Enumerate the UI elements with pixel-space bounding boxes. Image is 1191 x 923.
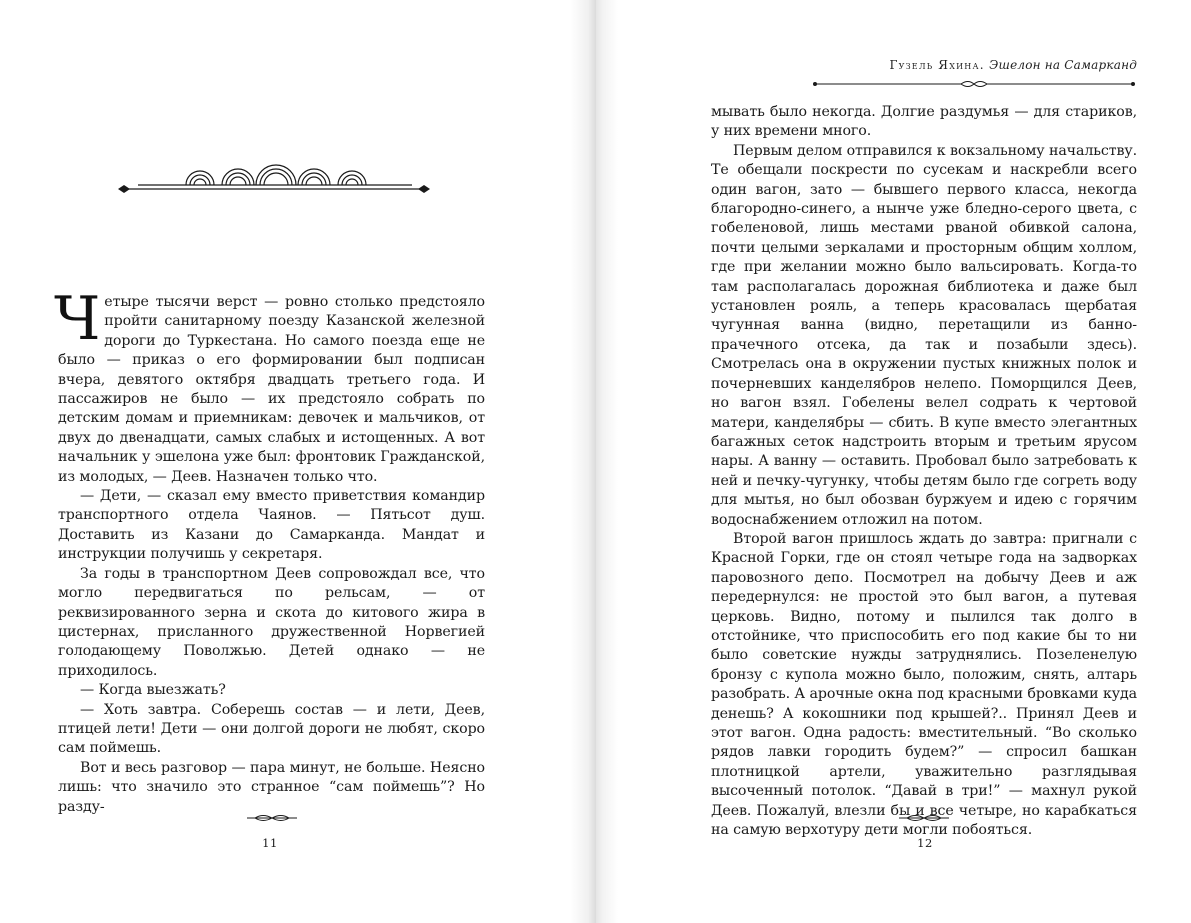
paragraph-5: — Хоть завтра. Соберешь состав — и лети, Деев, птицей лети! Дети — они долгой дороги не любят, скоро сам поймешь. — [58, 701, 485, 757]
chapter-ornament-icon — [116, 153, 432, 197]
footer-ornament-icon — [245, 813, 299, 823]
footer-ornament-icon — [897, 813, 951, 823]
paragraph-4: — Когда выезжать? — [80, 682, 226, 699]
right-page — [596, 0, 1191, 923]
paragraph-6: Вот и весь разговор — пара минут, не больше. Неясно лишь: что значило это странное “сам поймешь”? Но разду- — [58, 759, 485, 815]
running-head — [711, 58, 1137, 72]
paragraph-2: — Дети, — сказал ему вместо приветствия командир транспортного отдела Чаянов. — Пятьсот душ. Доставить из Казани до Самарканда. Мандат и инструкции получишь у секретаря. — [58, 488, 485, 563]
paragraph-3: Второй вагон пришлось ждать до завтра: пригнали с Красной Горки, где он стоял четыре года на задворках паровозного депо. Посмотрел на добычу Деев и аж передернулся: не простой это был вагон, а путевая церковь. Видно, потому и пылился так долго в отстойнике, что приспособить его под какие бы то ни было советские нужды затруднялись. Позеленелую бронзу с купола можно было, положим, снять, алтарь разобрать. А арочные окна под красными бровками куда денешь? А кокошники под крышей?.. Принял Деев и этот вагон. Одна радость: вместительный. “Во сколько рядов лавки городить будем?” — спросил башкан плотницкой артели, уважительно разглядывая высоченный потолок. “Давай в три!” — махнул рукой Деев. Пожалуй, влезли бы и все четыре, но карабкаться на самую верхотуру дети могли побояться. — [711, 530, 1137, 839]
running-head-title: Эшелон на Самарканд — [989, 58, 1137, 72]
running-head-author: Гузель Яхина. — [889, 58, 985, 72]
right-body-text — [711, 103, 1137, 840]
left-body-text — [54, 284, 485, 817]
gutter-shadow — [596, 0, 618, 923]
paragraph-1: Четыре тысячи верст — ровно столько предстояло пройти санитарному поезду Казанской железной дороги до Туркестана. Но самого поезда еще не было — приказ о его формировании был подписан вчера, девятого октября двадцать третьего года. И пассажиров не было — их предстояло собрать по детским домам и приемникам: девочек и мальчиков, от двух до двенадцати, самых слабых и истощенных. А вот начальник у эшелона уже был: фронтовик Гражданской, из молодых, — Деев. Назначен только что. — [54, 284, 485, 485]
gutter-shadow — [570, 0, 596, 923]
paragraph-2: Первым делом отправился к вокзальному начальству. Те обещали поскрести по сусекам и наскребли всего один вагон, зато — бывшего первого класса, некогда благородно-синего, а нынче уже бледно-серого цвета, с гобеленовой, лишь местами рваной обивкой салона, почти целыми зеркалами и просторным общим холлом, где при желании можно было вальсировать. Когда-то там располагалась дорожная библиотека и даже был установлен рояль, а теперь красовалась щербатая чугунная ванна (видно, перетащили из банно-прачечного отсека, да так и позабыли здесь). Смотрелась она в окружении пустых книжных полок и почерневших канделябров нелепо. Поморщился Деев, но вагон взял. Гобелены велел содрать к чертовой матери, канделябры — сбить. В купе вместо элегантных багажных сеток надстроить вторым и третьим ярусом нары. А ванну — оставить. Пробовал было затребовать к ней и печку-чугунку, чтобы детям было где согреть воду для мытья, но был обозван буржуем и идею с горячим водоснабжением отложил на потом. — [711, 142, 1137, 528]
page-number-right: 12 — [917, 836, 933, 850]
header-ornament-icon — [811, 78, 1137, 90]
drop-cap: Ч — [54, 284, 101, 354]
page-number-left: 11 — [262, 836, 278, 850]
paragraph-continued: мывать было некогда. Долгие раздумья — для стариков, у них времени много. — [711, 104, 1137, 140]
paragraph-3: За годы в транспортном Деев сопровождал все, что могло передвигаться по рельсам, — от реквизированного зерна и скота до китового жира в цистернах, присланного дружественной Норвегией голодающему Поволжью. Детей однако — не приходилось. — [58, 565, 485, 679]
